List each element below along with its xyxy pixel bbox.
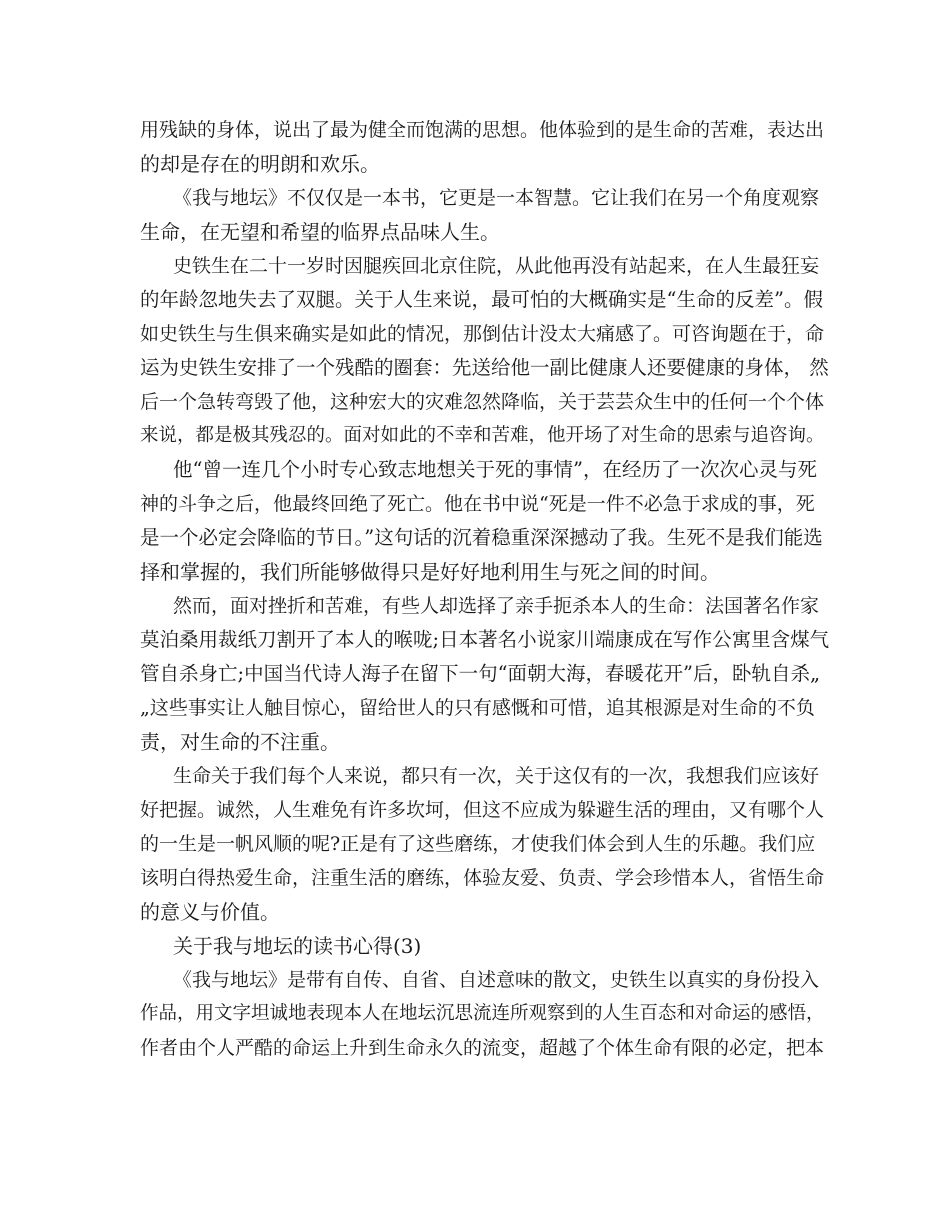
text-line: 责，对生命的不注重。	[140, 730, 340, 754]
text-line: 作者由个人严酷的命运上升到生命永久的流变，超越了个体生命有限的必定，把本	[140, 1037, 825, 1059]
text-line: 用残缺的身体，说出了最为健全而饱满的思想。他体验到的是生命的苦难，表达出	[140, 119, 825, 141]
text-line: 史铁生在二十一岁时因腿疾回北京住院，从此他再没有站起来，在人生最狂妄	[173, 255, 820, 277]
text-line: 的意义与价值。	[140, 900, 280, 924]
text-line: 后一个急转弯毁了他，这种宏大的灾难忽然降临，关于芸芸众生中的任何一个个体	[140, 391, 825, 413]
text-line: 择和掌握的，我们所能够做得只是好好地利用生与死之间的时间。	[140, 560, 720, 584]
text-line: 管自杀身亡;中国当代诗人海子在留下一句“面朝大海，春暖花开”后，卧轨自杀„	[140, 662, 821, 685]
text-line: 的一生是一帆风顺的呢?正是有了这些磨练，才使我们体会到人生的乐趣。我们应	[140, 833, 816, 855]
body-text	[140, 113, 830, 1065]
text-line: 然而，面对挫折和苦难，有些人却选择了亲手扼杀本人的生命：法国著名作家	[173, 595, 820, 617]
text-line: 关于我与地坛的读书心得(3)	[173, 934, 422, 958]
text-line: 神的斗争之后，他最终回绝了死亡。他在书中说“死是一件不必急于求成的事，死	[140, 493, 815, 515]
text-line: 是一个必定会降临的节日。”这句话的沉着稳重深深撼动了我。生死不是我们能选	[140, 526, 823, 549]
text-line: 好把握。诚然，人生难免有许多坎坷，但这不应成为躲避生活的理由，又有哪个人	[140, 799, 825, 821]
text-line: 来说，都是极其残忍的。面对如此的不幸和苦难，他开场了对生命的思索与追咨询。	[140, 425, 825, 446]
text-line: 的却是存在的明朗和欢乐。	[140, 152, 380, 176]
text-line: 运为史铁生安排了一个残酷的圈套：先送给他一副比健康人还要健康的身体， 然	[140, 356, 829, 379]
text-line: 该明白得热爱生命，注重生活的磨练，体验友爱、负责、学会珍惜本人，省悟生命	[140, 867, 825, 889]
text-line: 莫泊桑用裁纸刀割开了本人的喉咙;日本著名小说家川端康成在写作公寓里含煤气	[140, 628, 830, 651]
text-line: 如史铁生与生俱来确实是如此的情况，那倒估计没太大痛感了。可咨询题在于，命	[140, 323, 825, 345]
text-line: 他“曾一连几个小时专心致志地想关于死的事情”，在经历了一次次心灵与死	[173, 458, 817, 481]
text-line: 生命，在无望和希望的临界点品味人生。	[140, 220, 500, 244]
text-line: 的年龄忽地失去了双腿。关于人生来说，最可怕的大概确实是“生命的反差”。假	[140, 288, 823, 311]
text-line: 作品，用文字坦诚地表现本人在地坛沉思流连所观察到的人生百态和对命运的感悟，	[140, 1003, 825, 1024]
text-line: 《我与地坛》是带有自传、自省、自述意味的散文，史铁生以真实的身份投入	[173, 969, 820, 991]
text-line: 《我与地坛》不仅仅是一本书，它更是一本智慧。它让我们在另一个角度观察	[173, 187, 820, 209]
text-line: 生命关于我们每个人来说，都只有一次，关于这仅有的一次，我想我们应该好	[173, 765, 820, 787]
text-line: „这些事实让人触目惊心，留给世人的只有感慨和可惜，追其根源是对生命的不负	[140, 697, 815, 719]
